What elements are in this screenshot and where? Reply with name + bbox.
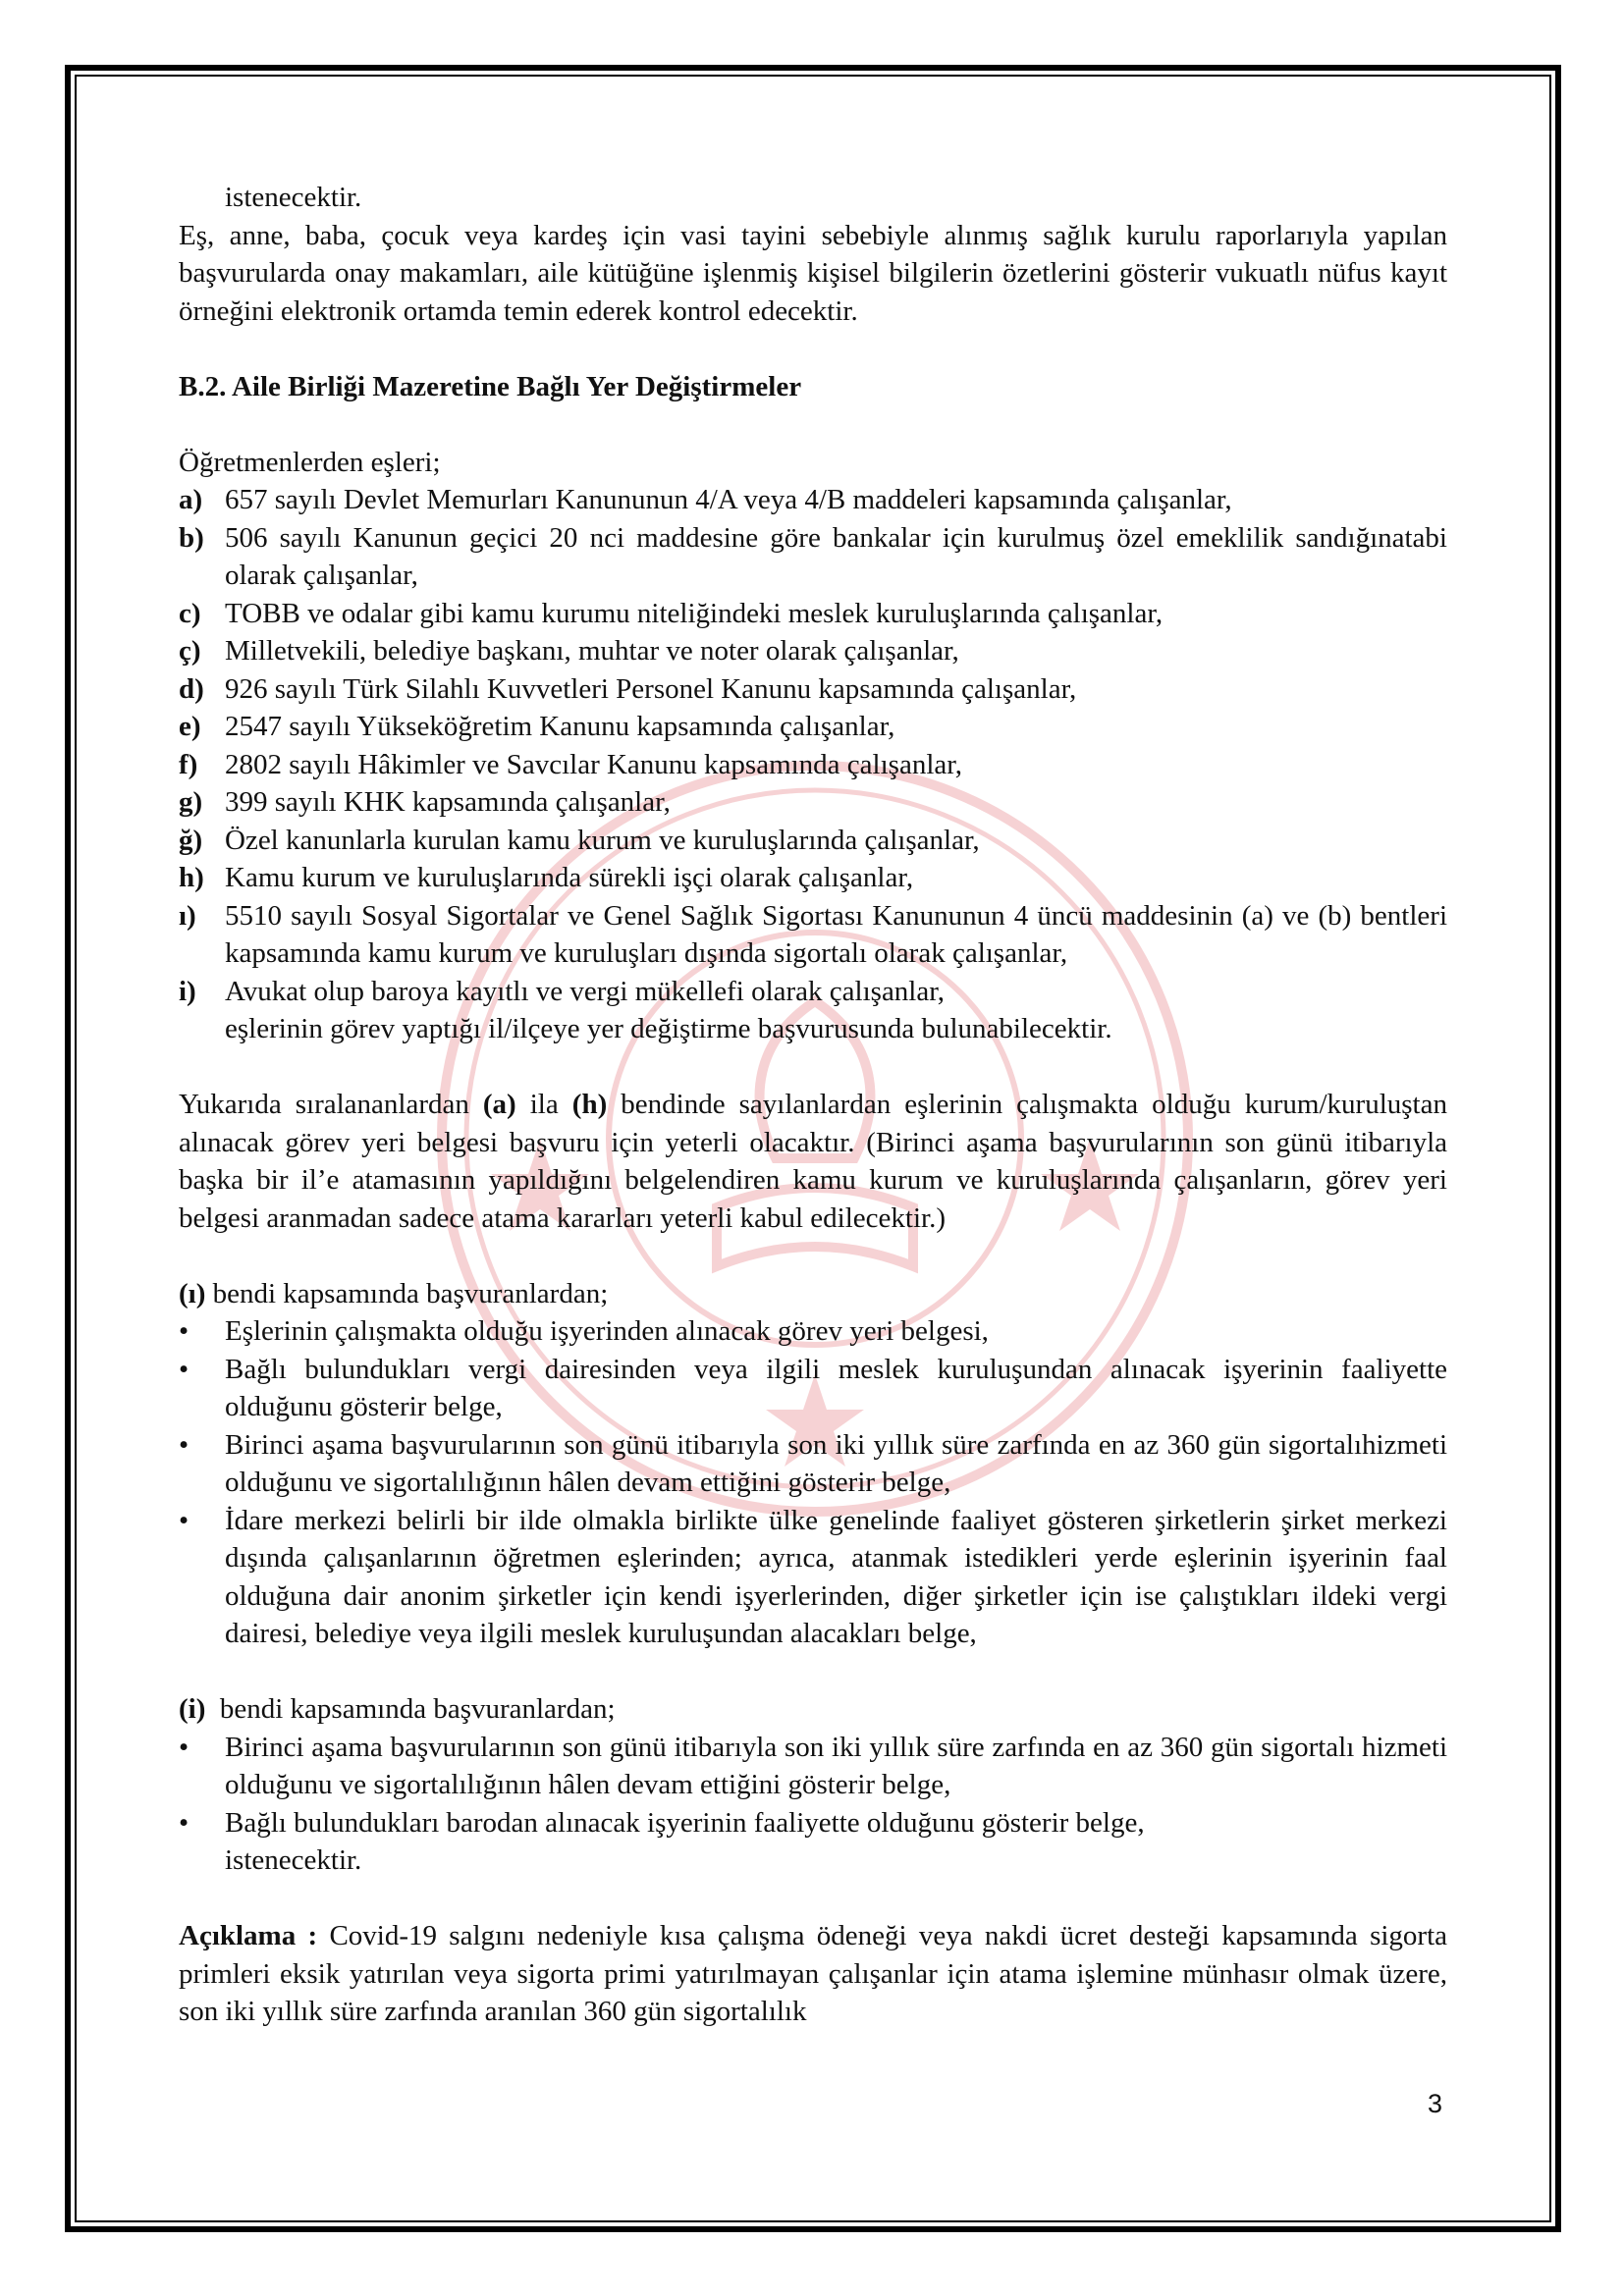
- bullet-glyph: •: [179, 1353, 189, 1385]
- list-item: [179, 481, 1447, 519]
- section-heading: B.2. Aile Birliği Mazeretine Bağlı Yer Değiştirmeler: [179, 370, 802, 402]
- list-item: [179, 859, 1447, 897]
- paragraph-aciklama: Açıklama : Covid-19 salgını nedeniyle kısa çalışma ödeneği veya nakdi ücret desteği kapsamında sigorta primleri eksik yatırılan veya sigorta primi yatırılmayan çalışanlar için atama işlemine münhasır olmak üzere, son iki yıllık süre zarfında aranılan 360 gün sigortalılık: [179, 1920, 1448, 2027]
- list-item: [179, 973, 1447, 1011]
- bullet-glyph: •: [179, 1428, 189, 1461]
- page-number: 3: [1428, 2089, 1443, 2118]
- spouse-category-list: [179, 481, 1447, 1010]
- bullet-item: • Bağlı bulundukları vergi dairesinden veya ilgili meslek kuruluşundan alınacak işyerinin faaliyette olduğunu gösterir belge,: [179, 1351, 1447, 1426]
- list-text: 506 sayılı Kanunun geçici 20 nci maddesine göre bankalar için kurulmuş özel emeklilik sandığınatabi olarak çalışanlar,: [225, 521, 1447, 591]
- subsection-i-dotless-title: (ı) bendi kapsamında başvuranlardan;: [179, 1277, 609, 1309]
- list-text: 5510 sayılı Sosyal Sigortalar ve Genel Sağlık Sigortası Kanununun 4 üncü maddesinin (a) ve (b) bentleri kapsamında kamu kurum ve kuruluşları dışında sigortalı olarak çalışanlar,: [225, 899, 1447, 969]
- bullet-item: • Birinci aşama başvurularının son günü itibarıyla son iki yıllık süre zarfında en az 360 gün sigortalıhizmeti olduğunu ve sigortalılığının hâlen devam ettiğini gösterir belge,: [179, 1426, 1447, 1502]
- bullet-glyph: •: [179, 1504, 189, 1536]
- bullet-item: • İdare merkezi belirli bir ilde olmakla birlikte ülke genelinde faaliyet gösteren şirketlerin şirket merkezi dışında çalışanlarının öğretmen eşlerinden; ayrıca, atanmak istedikleri yerde eşlerinin işyerinin faal olduğuna dair anonim şirketler için kendi işyerlerinden, diğer şirketler için ise çalıştıkları ildeki vergi dairesi, belediye veya ilgili meslek kuruluşundan alacakları belge,: [179, 1502, 1447, 1653]
- document-body: [179, 179, 1447, 2031]
- bullet-list-i: [179, 1729, 1447, 1842]
- list-marker: c): [179, 597, 201, 629]
- continuation-line-2: istenecektir.: [225, 1844, 362, 1876]
- list-marker: d): [179, 672, 204, 705]
- list-item: [179, 519, 1447, 595]
- bullet-glyph: •: [179, 1806, 189, 1839]
- list-text: 657 sayılı Devlet Memurları Kanununun 4/A veya 4/B maddeleri kapsamında çalışanlar,: [225, 484, 1232, 515]
- bullet-glyph: •: [179, 1731, 189, 1763]
- list-marker: g): [179, 786, 203, 818]
- list-conclusion: eşlerinin görev yaptığı il/ilçeye yer değiştirme başvurusunda bulunabilecektir.: [225, 1013, 1112, 1044]
- continuation-line: istenecektir.: [225, 182, 362, 213]
- list-item: [179, 783, 1447, 822]
- bullet-glyph: •: [179, 1315, 189, 1347]
- list-item: [179, 822, 1447, 860]
- list-item: [179, 632, 1447, 670]
- list-text: 926 sayılı Türk Silahlı Kuvvetleri Personel Kanunu kapsamında çalışanlar,: [225, 672, 1077, 705]
- paragraph-vasi: Eş, anne, baba, çocuk veya kardeş için vasi tayini sebebiyle alınmış sağlık kurulu raporlarıyla yapılan başvurularda onay makamları, aile kütüğüne işlenmiş kişisel bilgilerin özetlerini gösterir vukuatlı nüfus kayıt örneğini elektronik ortamda temin ederek kontrol edecektir.: [179, 219, 1447, 327]
- list-item: [179, 897, 1447, 973]
- list-marker: ğ): [179, 824, 203, 856]
- bullet-item: • Birinci aşama başvurularının son günü itibarıyla son iki yıllık süre zarfında en az 360 gün sigortalı hizmeti olduğunu ve sigortalılığının hâlen devam ettiğini gösterir belge,: [179, 1729, 1447, 1804]
- list-marker: e): [179, 711, 201, 742]
- bullet-item: • Bağlı bulundukları barodan alınacak işyerinin faaliyette olduğunu gösterir belge,: [179, 1804, 1447, 1842]
- bullet-item: • Eşlerinin çalışmakta olduğu işyerinden alınacak görev yeri belgesi,: [179, 1312, 1447, 1351]
- list-marker: ı): [179, 899, 196, 932]
- list-intro: Öğretmenlerden eşleri;: [179, 446, 441, 478]
- bullet-list-i-dotless: [179, 1312, 1447, 1653]
- list-text: Özel kanunlarla kurulan kamu kurum ve kuruluşlarında çalışanlar,: [225, 824, 980, 856]
- list-text: TOBB ve odalar gibi kamu kurumu niteliğindeki meslek kuruluşlarında çalışanlar,: [225, 597, 1164, 629]
- list-text: 399 sayılı KHK kapsamında çalışanlar,: [225, 786, 671, 818]
- list-item: [179, 670, 1447, 709]
- list-item: [179, 746, 1447, 784]
- list-text: Milletvekili, belediye başkanı, muhtar ve noter olarak çalışanlar,: [225, 635, 959, 667]
- list-marker: f): [179, 748, 198, 780]
- list-marker: b): [179, 521, 204, 554]
- subsection-i-title: (i) bendi kapsamında başvuranlardan;: [179, 1693, 616, 1725]
- list-item: [179, 595, 1447, 633]
- paragraph-gorev-yeri: Yukarıda sıralananlardan (a) ila (h) bendinde sayılanlardan eşlerinin çalışmakta olduğu kurum/kuruluştan alınacak görev yeri belgesi başvuru için yeterli olacaktır. (Birinci aşama başvurularının son günü itibarıyla başka bir il’e atamasının yapıldığını belgelendiren kamu kurum ve kuruluşlarında çalışanların, görev yeri belgesi aranmadan sadece atama kararları yeterli kabul edilecektir.): [179, 1089, 1447, 1234]
- list-item: [179, 708, 1447, 746]
- list-text: Kamu kurum ve kuruluşlarında sürekli işçi olarak çalışanlar,: [225, 862, 914, 893]
- list-marker: i): [179, 975, 196, 1007]
- list-marker: ç): [179, 635, 201, 667]
- list-text: 2547 sayılı Yükseköğretim Kanunu kapsamında çalışanlar,: [225, 711, 895, 742]
- list-marker: a): [179, 484, 203, 515]
- list-text: 2802 sayılı Hâkimler ve Savcılar Kanunu kapsamında çalışanlar,: [225, 748, 962, 780]
- list-marker: h): [179, 862, 204, 893]
- list-text: Avukat olup baroya kayıtlı ve vergi mükellefi olarak çalışanlar,: [225, 975, 945, 1007]
